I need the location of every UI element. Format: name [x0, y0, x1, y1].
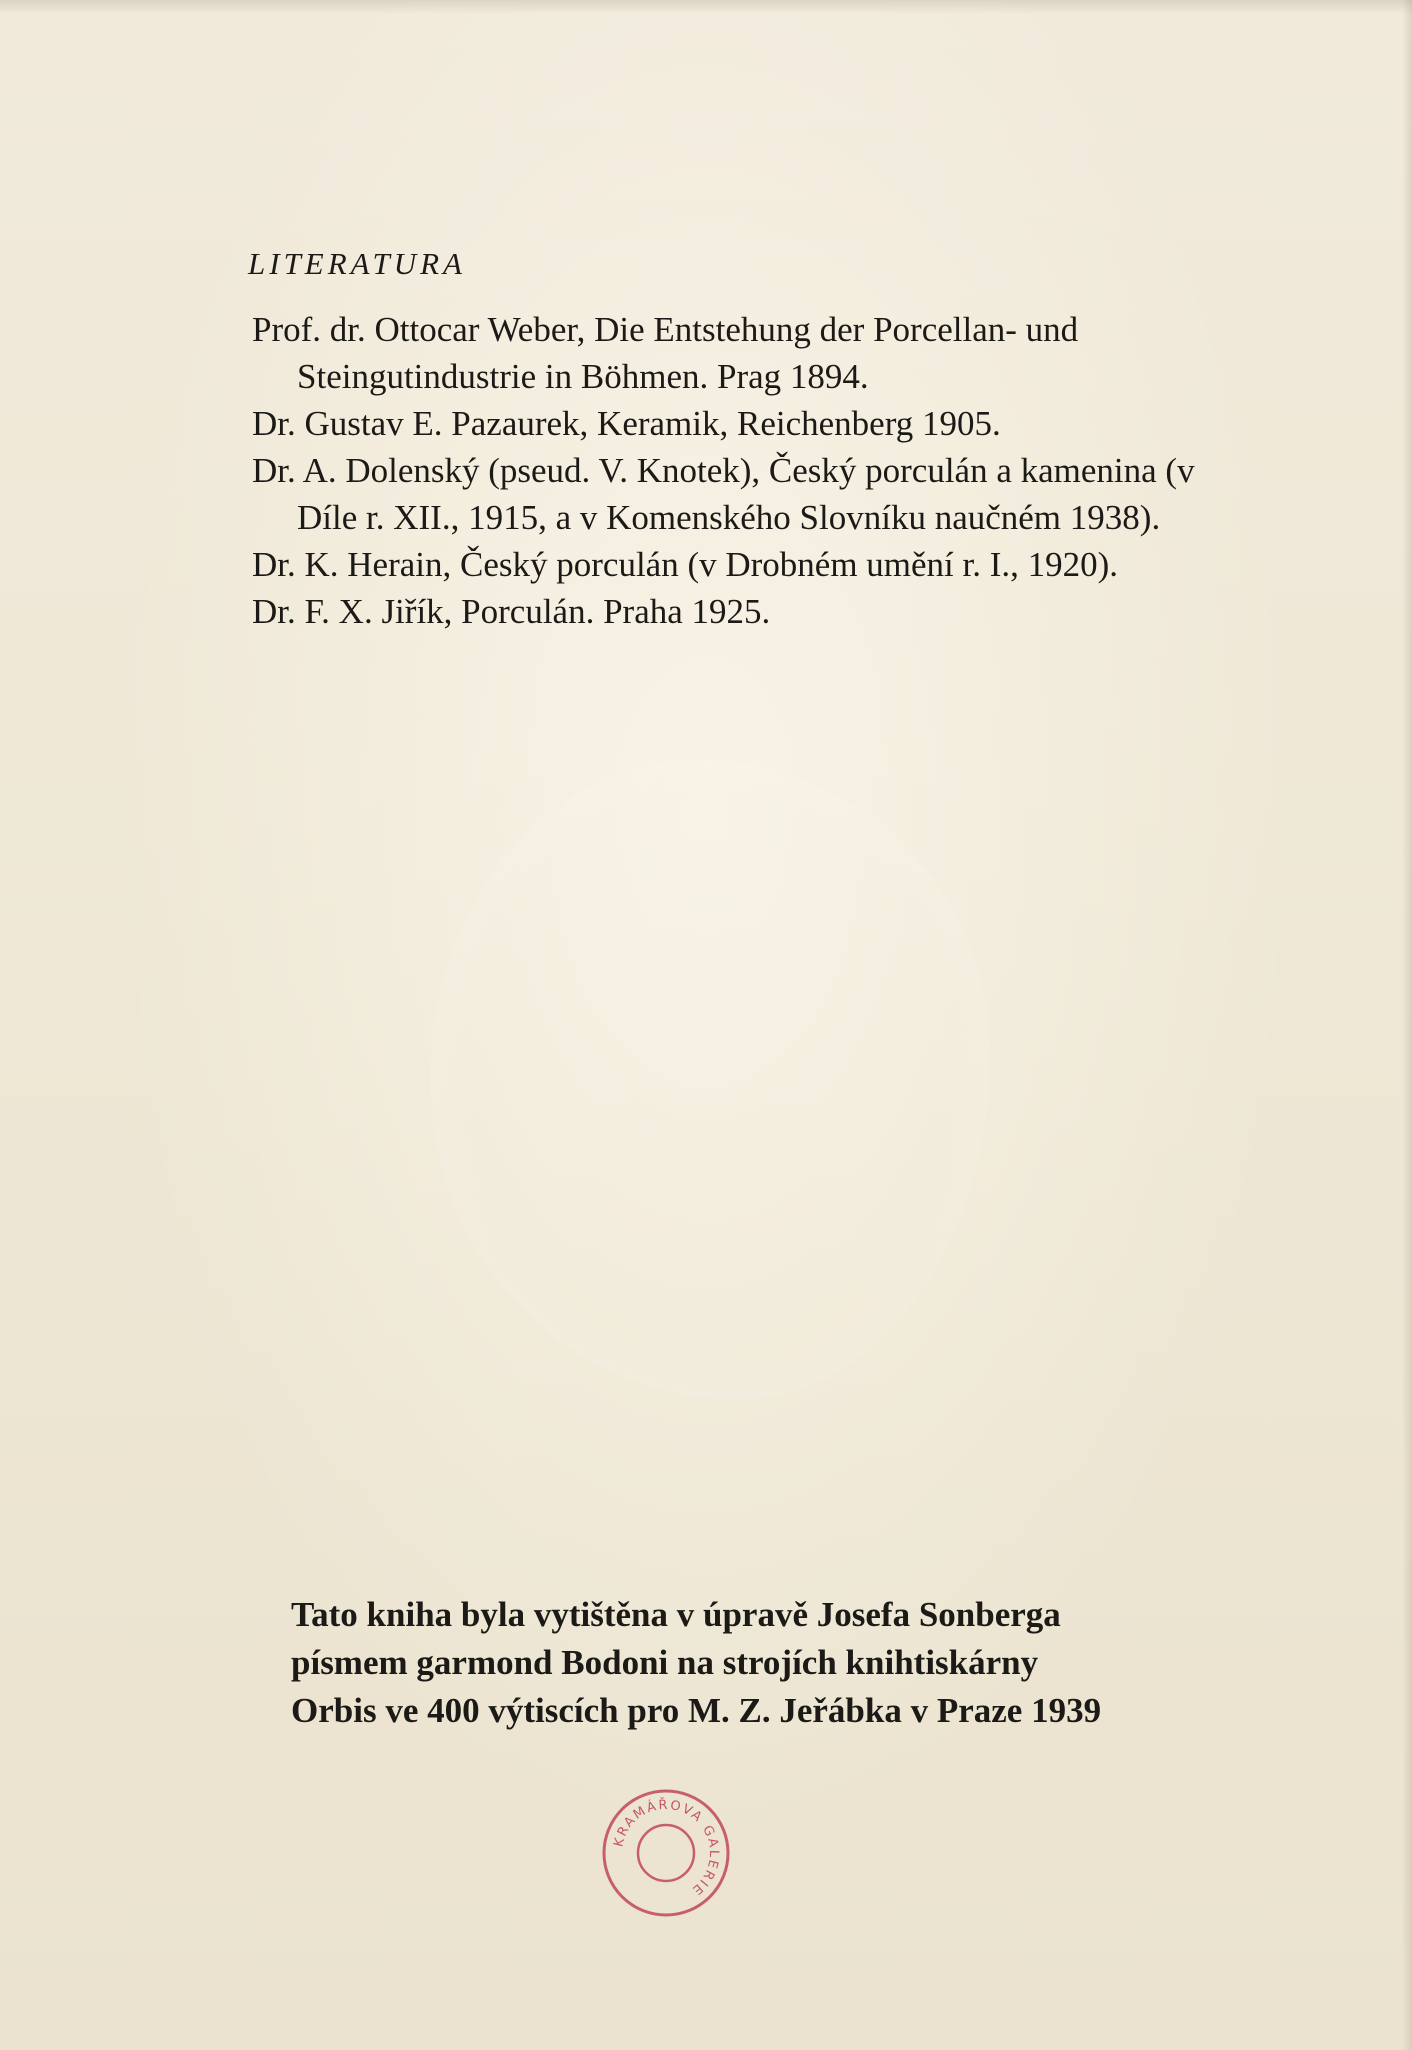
reference-item: Dr. A. Dolenský (pseud. V. Knotek), Český porculán a kamenina (v Díle r. XII., 1915, a v Komenského Slovníku naučném 1938). [252, 451, 1195, 537]
reference-item: Dr. F. X. Jiřík, Porculán. Praha 1925. [252, 592, 771, 631]
literature-heading: LITERATURA [248, 246, 466, 281]
stamp-text: KRAMÁŘOVA GALERIE [611, 1797, 722, 1899]
blind-emboss-watermark [430, 760, 990, 1400]
reference-item: Dr. K. Herain, Český porculán (v Drobném umění r. I., 1920). [252, 545, 1119, 584]
page-top-edge [0, 0, 1412, 14]
stamp-inner-ring [638, 1825, 694, 1881]
colophon-line: písmem garmond Bodoni na strojích knihtiskárny [291, 1643, 1039, 1682]
reference-item: Dr. Gustav E. Pazaurek, Keramik, Reichenberg 1905. [252, 404, 1001, 443]
colophon-line: Tato kniha byla vytištěna v úpravě Josefa Sonberga [291, 1595, 1061, 1634]
gallery-stamp [598, 1785, 734, 1921]
colophon-line: Orbis ve 400 výtiscích pro M. Z. Jeřábka v Praze 1939 [291, 1691, 1102, 1730]
reference-item: Prof. dr. Ottocar Weber, Die Entstehung der Porcellan- und Steingutindustrie in Böhmen. Prag 1894. [252, 310, 1079, 396]
page-right-edge [1402, 0, 1412, 2050]
reference-list [252, 306, 1262, 635]
colophon [291, 1591, 1261, 1735]
